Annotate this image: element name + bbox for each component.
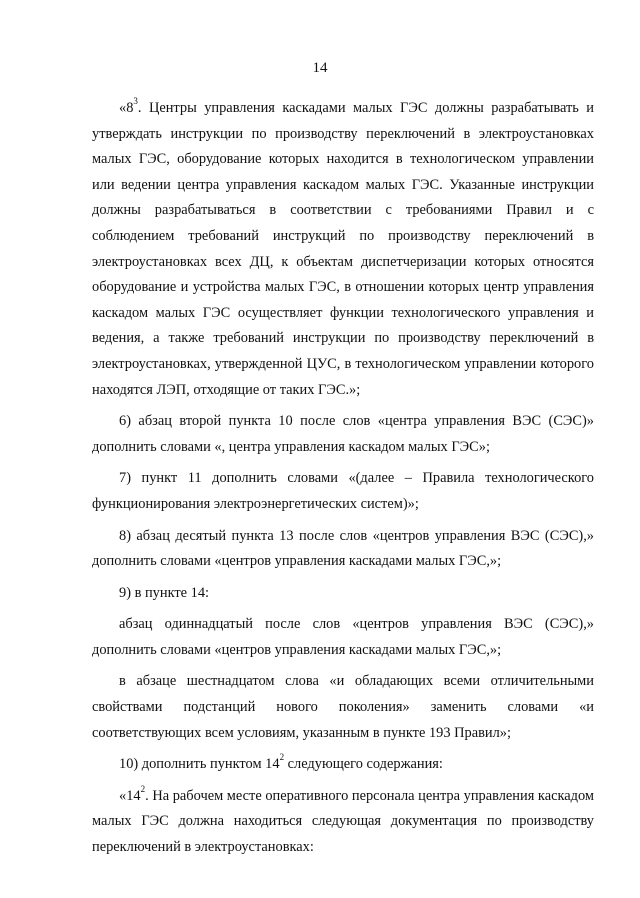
paragraph-item-9-sub-2: в абзаце шестнадцатом слова «и обладающих всеми отличительными свойствами подстанций нового поколения» заменить словами «и соответствующих всем условиям, указанным в пункте 193 Правил»; <box>92 673 594 741</box>
paragraph-8-3: «$8^3$. Центры управления каскадами малых ГЭС должны разрабатывать и утверждать инструкции по производству переключений в электроустановках малых ГЭС, оборудование которых находится в технологическом управлении или ведении центра управления каскадом малых ГЭС. Указанные инструкции должны разрабатываться в соответствии с требованиями Правил и с соблюдением требований инструкций по производству переключений в электроустановках всех ДЦ, к объектам диспетчеризации которых относятся оборудование и устройства малых ГЭС, в отношении которых центр управления каскадом малых ГЭС осуществляет функции технологического управления и ведения, а также требований инструкции по производству переключений в электроустановках, утвержденной ЦУС, в технологическом управлении которого находятся ЛЭП, отходящие от таких ГЭС.»; <box>92 96 594 398</box>
paragraph-item-9-sub-1: абзац одиннадцатый после слов «центров управления ВЭС (СЭС),» дополнить словами «центров управления каскадами малых ГЭС,»; <box>92 616 594 658</box>
page-number: 14 <box>312 60 328 76</box>
paragraph-item-9: 9) в пункте 14: <box>119 584 210 601</box>
paragraph-item-10: 10) дополнить пунктом $14^2$ следующего содержания: <box>119 752 443 773</box>
paragraph-item-7: 7) пункт 11 дополнить словами «(далее – Правила технологического функционирования электроэнергетических систем)»; <box>92 470 594 512</box>
paragraph-item-8: 8) абзац десятый пункта 13 после слов «центров управления ВЭС (СЭС),» дополнить словами «центров управления каскадами малых ГЭС,»; <box>92 527 594 570</box>
document-body <box>92 96 594 861</box>
paragraph-14-2: «$14^2$. На рабочем месте оперативного персонала центра управления каскадом малых ГЭС должна находиться следующая документация по производству переключений в электроустановках: <box>92 784 594 856</box>
paragraph-item-6: 6) абзац второй пункта 10 после слов «центра управления ВЭС (СЭС)» дополнить словами «, центра управления каскадом малых ГЭС»; <box>92 413 594 455</box>
